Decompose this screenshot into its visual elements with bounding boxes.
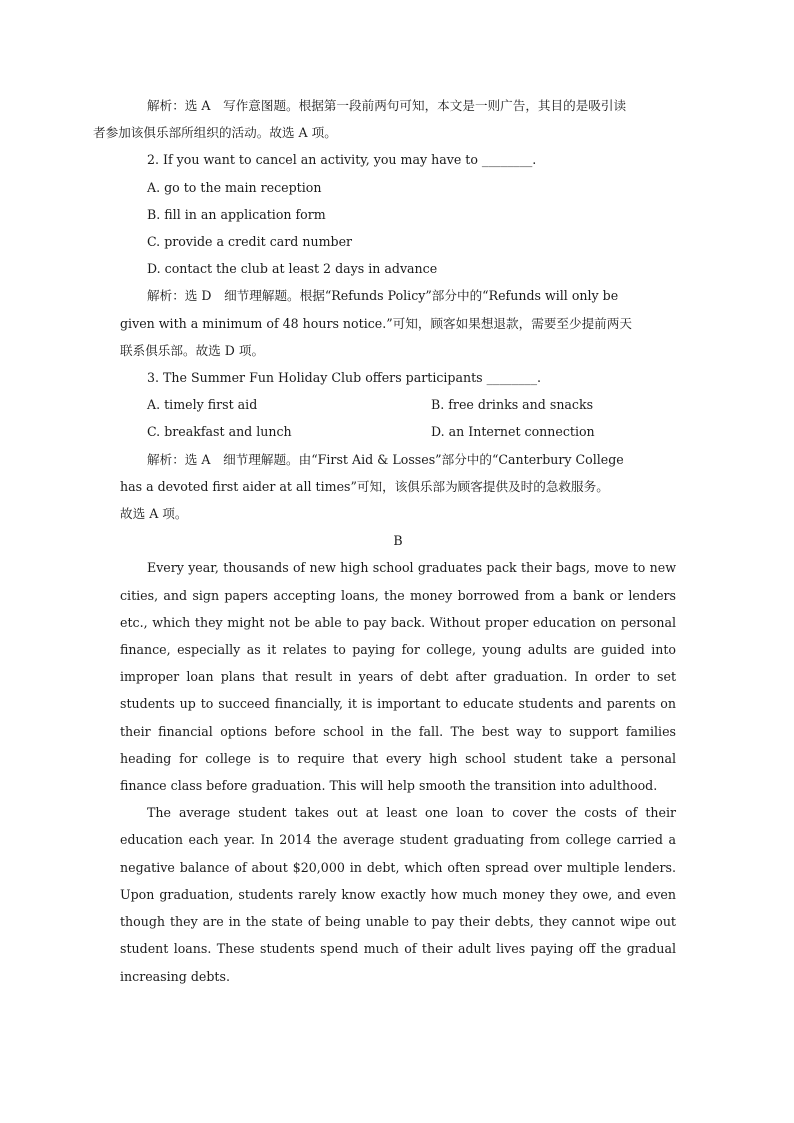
q3-option-c: C. breakfast and lunch: [147, 424, 292, 440]
q3-analysis-line3: 故选 A 项。: [120, 506, 188, 522]
q3-option-a: A. timely first aid: [147, 397, 258, 413]
q1-analysis-line1: 解析：选 A 写作意图题。根据第一段前两句可知，本文是一则广告，其目的是吸引读: [147, 98, 627, 113]
q2-analysis-line3: 联系俱乐部。故选 D 项。: [120, 342, 265, 358]
passage-paragraph-1: Every year, thousands of new high school graduates pack their bags, move to new cities, and sign papers accepting loans, the money borrowed from a bank or lenders etc., which they might not be able to pay back. Without proper education on personal finance, especially as it relates to paying for college, young adults are guided into improper loan plans that result in years of debt after graduation. In order to set students up to succeed financially, it is important to educate students and parents on their financial options before school in the fall. The best way to support families heading for college is to require that every high school student take a personal finance class before graduation. This will help smooth the transition into adulthood.: [120, 560, 676, 794]
q2-option-a: A. go to the main reception: [147, 179, 322, 195]
q2-option-d: D. contact the club at least 2 days in advance: [147, 261, 438, 277]
q3-options-row1: [120, 391, 676, 418]
q2-option-c: C. provide a credit card number: [147, 234, 353, 250]
q3-options-row2: [120, 418, 676, 445]
q1-analysis-line2: 者参加该俱乐部所组织的活动。故选 A 项。: [93, 125, 337, 141]
q3-question: 3. The Summer Fun Holiday Club offers participants ________.: [147, 370, 542, 386]
q2-option-b: B. fill in an application form: [147, 206, 326, 222]
q2-analysis-line2: given with a minimum of 48 hours notice.”可知，顾客如果想退款，需要至少提前两天: [120, 315, 632, 331]
q2-analysis-line1: 解析：选 D 细节理解题。根据“Refunds Policy”部分中的“Refunds will only be: [147, 288, 619, 304]
passage-paragraph-2: The average student takes out at least one loan to cover the costs of their education each year. In 2014 the average student graduating from college carried a negative balance of about $20,000 in debt, which often spread over multiple lenders. Upon graduation, students rarely know exactly how much money they owe, and even though they are in the state of being unable to pay their debts, they cannot wipe out student loans. These students spend much of their adult lives paying off the gradual increasing debts.: [120, 805, 676, 984]
section-heading-b: B: [393, 533, 403, 549]
q3-option-b: B. free drinks and snacks: [431, 397, 594, 413]
q3-analysis-line1: 解析：选 A 细节理解题。由“First Aid & Losses”部分中的“Canterbury College: [147, 451, 624, 467]
q2-question: 2. If you want to cancel an activity, you may have to ________.: [147, 152, 537, 168]
q1-analysis: [93, 92, 676, 146]
document-content: [93, 92, 676, 990]
q3-option-d: D. an Internet connection: [431, 424, 595, 440]
q3-analysis-line2: has a devoted first aider at all times”可知，该俱乐部为顾客提供及时的急救服务。: [120, 478, 609, 494]
